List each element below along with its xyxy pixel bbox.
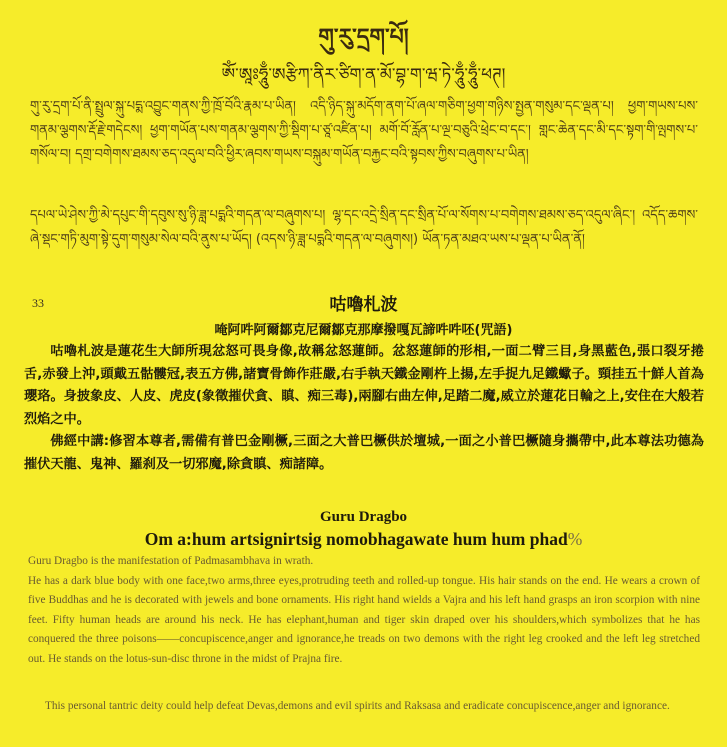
chinese-paragraph-1: 咕嚕札波是蓮花生大師所現忿怒可畏身像,故稱忿怒蓮師。忿怒蓮師的形相,一面二臂三目,身黑藍色,張口裂牙捲舌,赤發上沖,頭戴五骷髏冠,表五方佛,諸寶骨飾作莊嚴,右手執天鐵金剛杵上揚,左手捉九足鐵蠍子。頸挂五十鮮人首為瓔珞。身披象皮、人皮、虎皮(象徵摧伏貪、瞋、痴三毒),兩腳右曲左伸,足踏二魔,威立於蓮花日輪之上,安住在大般若烈焰之中。 (24, 344, 704, 427)
chinese-paragraph-2: 佛經中講:修習本尊者,需備有普巴金剛橛,三面之大普巴橛供於壇城,一面之小普巴橛隨身攜帶中,此本尊法功德為摧伏天龍、鬼神、羅刹及一切邪魔,除貪瞋、痴諸障。 (24, 434, 704, 472)
entry-number: 33 (32, 296, 44, 310)
tibetan-title: གུ་རུ་དྲག་པོ། (318, 25, 409, 50)
english-title: Guru Dragbo (319, 509, 408, 525)
tibetan-paragraph-1: གུ་རུ་དྲག་པོ་ནི་སྤྲུལ་སྐུ་པདྨ་འབྱུང་གནས་ཀྱི་ཁྲོ་བོའི་རྣམ་པ་ཡིན། འདི་ཉིད་སྐུ་མདོག་ནག་པོ་ཞལ་གཅིག་ཕྱག་གཉིས་སྤྱན་གསུམ་དང་ལྡན་པ། ཕྱག་གཡས་པས་གནམ་ལྕགས་རྡོ་རྗེ་གདེངས། ཕྱག་གཡོན་པས་གནམ་ལྕགས་ཀྱི་སྡིག་པ་ཙཱ་འཛིན་པ། མགོ་བོ་རློན་པ་ལྔ་བཅུའི་ཕྲེང་བ་དང་། གླང་ཆེན་དང་མི་དང་སྟག་གི་ལྤགས་པ་གསོལ་བ། དགྲ་བགེགས་ཐམས་ཅད་འདུལ་བའི་ཕྱིར་ཞབས་གཡས་བསྐུམ་གཡོན་བརྐྱང་བའི་སྟབས་ཀྱིས་བཞུགས་པ་ཡིན། (30, 99, 698, 162)
english-paragraph-1: Guru Dragbo is the manifestation of Padmasambhava in wrath. (28, 555, 314, 567)
tibetan-mantra: ཨོཾ་ཨཱཿཧཱུྃ་ཨརྩིཀ་ནིར་ཙིག་ན་མོ་བྷ་ག་ཝ་ཏེ་ཧཱུྃ་ཧཱུྃ་ཕཊ། (221, 65, 506, 85)
chinese-title: 咕嚕札波 (329, 295, 398, 315)
english-paragraph-3: This personal tantric deity could help defeat Devas,demons and evil spirits and Raksasa and eradicate concupiscence,anger and ignorance. (44, 700, 670, 712)
english-paragraph-2: He has a dark blue body with one face,two arms,three eyes,protruding teeth and rolled-up tongue. His hair stands on the end. He wears a crown of five Buddhas and he is decorated with jewels and bone ornaments. His right hand wields a Vajra and his left hand grasps an iron scorpion with nine feet. Fifty human heads are around his neck. He has elephant,human and tiger skin draped over his shoulders,which symbolizes that he has conquered the three poisons——concupiscence,anger and ignorance,he treads on two demons with the right leg crooked and the left leg stretched out. He stands on the lotus-sun-disc throne in the midst of Prajna fire. (28, 575, 700, 665)
english-mantra-line (0, 529, 727, 550)
english-mantra: Om a:hum artsignirtsig nomobhagawate hum hum phad (144, 529, 568, 549)
tibetan-paragraph-2: དཔལ་ཡེ་ཤེས་ཀྱི་མེ་དཔུང་གི་དབུས་སུ་ཉི་ཟླ་པདྨའི་གདན་ལ་བཞུགས་པ། ལྷ་དང་འདྲེ་སྲིན་དང་སྲིན་པོ་ལ་སོགས་པ་བགེགས་ཐམས་ཅད་འདུལ་ཞིང་། འདོད་ཆགས་ཞེ་སྡང་གཏི་མུག་སྟེ་དུག་གསུམ་སེལ་བའི་ནུས་པ་ཡོད། (འདས་ཉི་ཟླ་པདྨའི་གདན་ལ་བཞུགས།) ཡོན་ཏན་མཐའ་ཡས་པ་ལྡན་པ་ཡིན་ནོ། (30, 208, 698, 247)
mantra-end-mark: % (567, 529, 583, 549)
chinese-mantra: 唵阿吽阿爾鄒克尼爾鄒克那摩撥嘎瓦諦吽吽呸(咒語) (214, 323, 513, 338)
